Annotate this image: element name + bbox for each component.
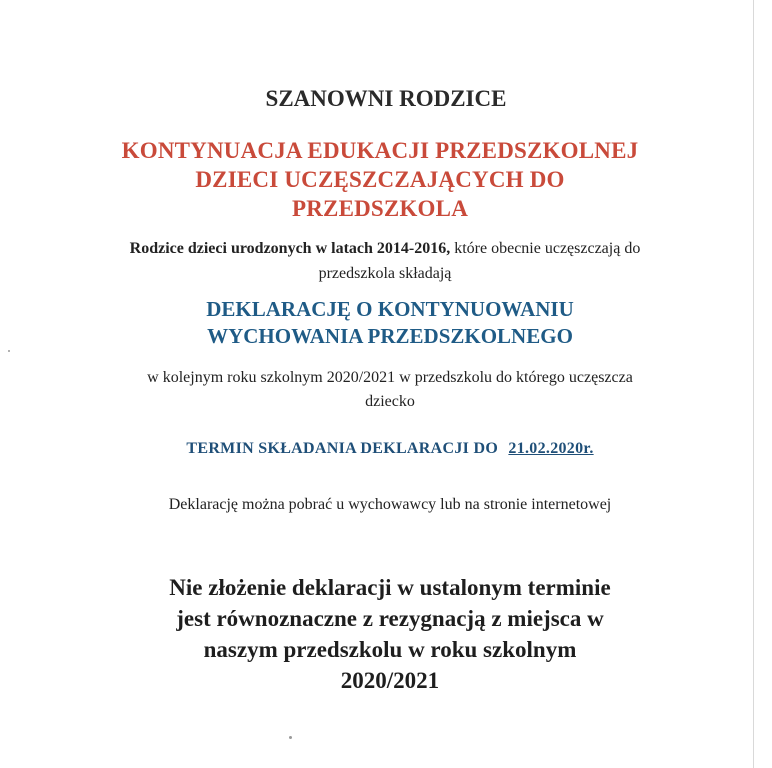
school-year-line-2: dziecko [365, 393, 415, 410]
continuation-heading-line-1: KONTYNUACJA EDUKACJI PRZEDSZKOLNEJ [121, 138, 639, 163]
continuation-heading-line-3: PRZEDSZKOLA [291, 196, 468, 221]
intro-line-2: przedszkola składają [318, 265, 452, 282]
warning-line-2: jest równoznaczne z rezygnacją z miejsca w [176, 606, 604, 631]
intro-bold-text: Rodzice dzieci urodzonych w latach 2014-2016, [129, 240, 451, 257]
deadline-line [140, 440, 640, 458]
declaration-heading-line-1: DEKLARACJĘ O KONTYNUOWANIU [206, 297, 574, 321]
intro-regular-text: które obecnie uczęszczają do [454, 240, 641, 257]
deadline-date: 21.02.2020r. [508, 440, 594, 457]
school-year-line-1: w kolejnym roku szkolnym 2020/2021 w przedszkolu do którego uczęszcza [147, 369, 633, 386]
warning-line-3: naszym przedszkolu w roku szkolnym [203, 637, 577, 662]
intro-line-1 [90, 236, 680, 261]
continuation-heading-line-2: DZIECI UCZĘSZCZAJĄCYCH DO [195, 167, 565, 192]
warning-paragraph [90, 572, 690, 696]
page-title: SZANOWNI RODZICE [265, 86, 507, 111]
download-note: Deklarację można pobrać u wychowawcy lub na stronie internetowej [168, 496, 612, 513]
declaration-heading-line-2: WYCHOWANIA PRZEDSZKOLNEGO [207, 324, 573, 348]
warning-line-4: 2020/2021 [340, 668, 440, 693]
continuation-heading [80, 136, 680, 223]
deadline-label: TERMIN SKŁADANIA DEKLARACJI DO [186, 440, 499, 457]
scan-speck [8, 350, 10, 352]
scan-edge-line [753, 0, 754, 768]
warning-line-1: Nie złożenie deklaracji w ustalonym terminie [169, 575, 611, 600]
intro-paragraph [90, 236, 680, 286]
scan-speck [289, 736, 292, 739]
school-year-paragraph [100, 366, 680, 414]
declaration-heading [100, 296, 680, 350]
